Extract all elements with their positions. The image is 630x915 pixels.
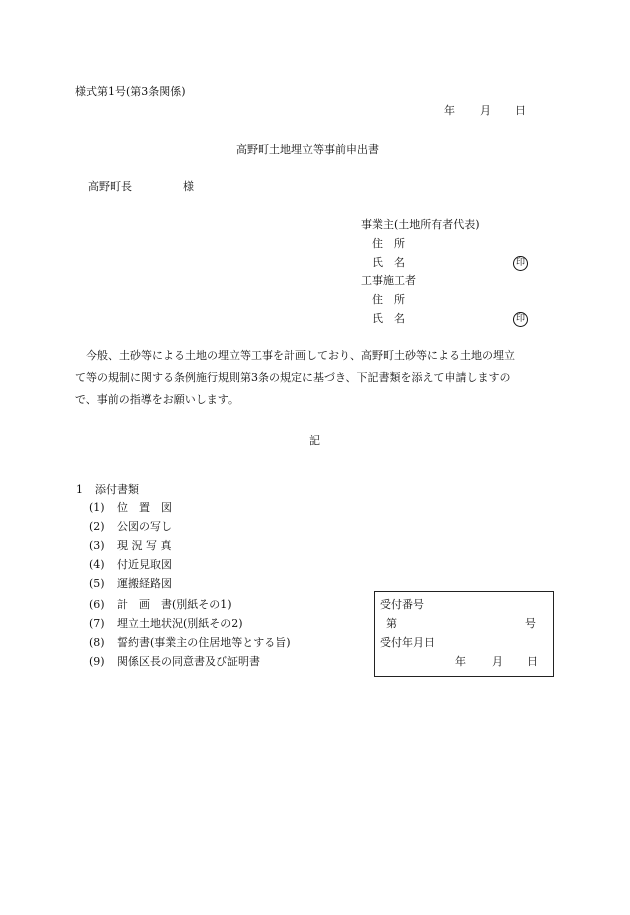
attachment-number: (9) bbox=[89, 655, 105, 668]
paragraph-line: 今般、土砂等による土地の埋立等工事を計画しており、高野町土砂等による土地の埋立 bbox=[75, 349, 515, 362]
paragraph-line: で、事前の指導をお願いします。 bbox=[75, 393, 239, 406]
attachment-item bbox=[89, 558, 172, 572]
applicant-name-label: 氏 名 bbox=[372, 256, 405, 269]
attachment-label: 運搬経路図 bbox=[117, 577, 172, 590]
attachment-label: 計 画 書(別紙その1) bbox=[117, 598, 232, 611]
contractor-address-label: 住 所 bbox=[372, 293, 405, 306]
attachment-label: 現 況 写 真 bbox=[117, 539, 172, 552]
attachment-number: (8) bbox=[89, 636, 105, 649]
section-label: 添付書類 bbox=[95, 483, 139, 496]
date-month: 月 bbox=[480, 104, 491, 117]
receipt-go: 号 bbox=[525, 617, 536, 630]
addressee-honorific: 様 bbox=[183, 180, 194, 193]
receipt-year: 年 bbox=[455, 655, 466, 668]
date-day: 日 bbox=[515, 104, 526, 117]
form-number: 様式第1号(第3条関係) bbox=[75, 85, 186, 98]
contractor-name-label: 氏 名 bbox=[372, 312, 405, 325]
attachment-label: 位 置 図 bbox=[117, 501, 172, 514]
attachment-label: 公図の写し bbox=[117, 520, 172, 533]
attachment-label: 付近見取図 bbox=[117, 558, 172, 571]
contractor-seal-icon: 印 bbox=[513, 312, 528, 327]
receipt-number-label: 受付番号 bbox=[380, 598, 424, 611]
receipt-dai: 第 bbox=[386, 617, 397, 630]
attachment-item bbox=[89, 617, 243, 631]
attachment-number: (7) bbox=[89, 617, 105, 630]
attachment-label: 関係区長の同意書及び証明書 bbox=[117, 655, 260, 668]
receipt-month: 月 bbox=[492, 655, 503, 668]
attachment-item bbox=[89, 520, 172, 534]
applicant-address-label: 住 所 bbox=[372, 237, 405, 250]
date-year: 年 bbox=[444, 104, 455, 117]
attachment-item bbox=[89, 598, 232, 612]
attachment-number: (5) bbox=[89, 577, 105, 590]
attachment-item bbox=[89, 636, 291, 650]
contractor-heading: 工事施工者 bbox=[361, 274, 416, 287]
applicant-seal-icon: 印 bbox=[513, 256, 528, 271]
attachment-label: 埋立土地状況(別紙その2) bbox=[117, 617, 243, 630]
attachment-label: 誓約書(事業主の住居地等とする旨) bbox=[117, 636, 291, 649]
paragraph-line: て等の規制に関する条例施行規則第3条の規定に基づき、下記書類を添えて申請しますの bbox=[75, 371, 511, 384]
attachment-number: (1) bbox=[89, 501, 105, 514]
attachment-number: (3) bbox=[89, 539, 105, 552]
section-number: 1 bbox=[76, 483, 83, 496]
addressee-name: 高野町長 bbox=[88, 180, 132, 193]
attachment-number: (6) bbox=[89, 598, 105, 611]
applicant-heading: 事業主(土地所有者代表) bbox=[361, 218, 480, 231]
attachment-number: (4) bbox=[89, 558, 105, 571]
receipt-box bbox=[374, 591, 554, 677]
receipt-date-label: 受付年月日 bbox=[380, 636, 435, 649]
attachment-item bbox=[89, 655, 260, 669]
attachment-item bbox=[89, 539, 172, 553]
application-paragraph bbox=[75, 345, 555, 411]
attachment-item bbox=[89, 501, 172, 515]
receipt-day: 日 bbox=[527, 655, 538, 668]
document-title: 高野町土地埋立等事前申出書 bbox=[236, 143, 379, 156]
attachment-item bbox=[89, 577, 172, 591]
ki-heading: 記 bbox=[309, 434, 320, 447]
attachment-number: (2) bbox=[89, 520, 105, 533]
